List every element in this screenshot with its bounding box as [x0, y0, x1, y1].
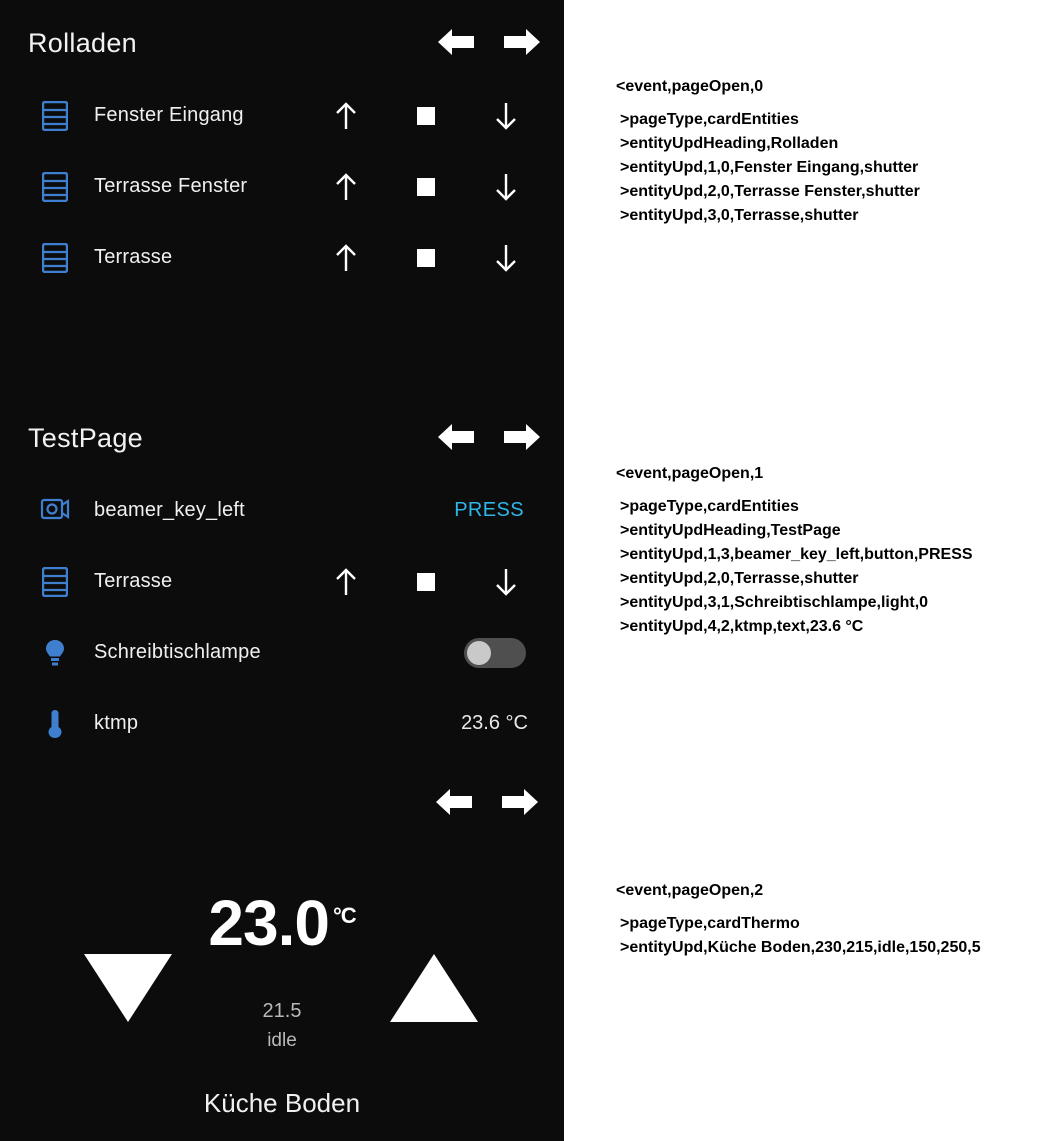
thermo-state: idle — [267, 1030, 297, 1051]
thermo-body-wrap — [0, 770, 564, 1141]
right-arrow-icon[interactable] — [502, 421, 542, 453]
thermometer-icon — [38, 707, 72, 741]
entity-value: 23.6 °C — [461, 712, 528, 734]
entity-label: Terrasse Fenster — [94, 175, 248, 197]
current-temperature: 21.5 — [262, 1000, 302, 1022]
log-block — [616, 882, 981, 960]
entity-label: Fenster Eingang — [94, 104, 244, 126]
down-arrow-icon[interactable] — [486, 96, 526, 136]
up-arrow-icon[interactable] — [326, 167, 366, 207]
card-thermo — [0, 770, 564, 1141]
down-arrow-icon[interactable] — [486, 562, 526, 602]
entity-row[interactable] — [0, 546, 564, 617]
stop-square-icon[interactable] — [406, 238, 446, 278]
log-block — [616, 465, 973, 639]
card-entities-rolladen — [0, 0, 564, 395]
log-lines — [620, 912, 981, 960]
log-block — [616, 78, 920, 228]
log-line: >entityUpdHeading,Rolladen — [620, 135, 839, 152]
page-navigation — [434, 786, 540, 818]
entity-row[interactable] — [0, 222, 564, 293]
log-line: >entityUpd,3,1,Schreibtischlampe,light,0 — [620, 594, 929, 611]
entity-rows — [0, 475, 564, 759]
shutter-controls — [326, 96, 526, 136]
log-line: >pageType,cardEntities — [620, 498, 799, 515]
up-arrow-icon[interactable] — [326, 562, 366, 602]
press-button[interactable]: PRESS — [454, 499, 524, 521]
card-header — [0, 770, 564, 832]
entity-row[interactable] — [0, 80, 564, 151]
left-arrow-icon[interactable] — [436, 26, 476, 58]
down-arrow-icon[interactable] — [486, 167, 526, 207]
entity-label: beamer_key_left — [94, 499, 245, 521]
left-arrow-icon[interactable] — [434, 786, 474, 818]
log-lines — [620, 108, 920, 228]
target-temperature — [0, 886, 564, 960]
right-arrow-icon[interactable] — [500, 786, 540, 818]
log-line: >entityUpd,2,0,Terrasse,shutter — [620, 570, 859, 587]
bulb-icon — [38, 636, 72, 670]
log-line: >entityUpd,1,0,Fenster Eingang,shutter — [620, 159, 919, 176]
log-event: <event,pageOpen,1 — [616, 465, 764, 482]
log-line: >entityUpd,4,2,ktmp,text,23.6 °C — [620, 618, 864, 635]
shutter-icon — [38, 241, 72, 275]
projector-icon — [38, 494, 72, 528]
log-lines — [620, 495, 973, 639]
log-line: >pageType,cardThermo — [620, 915, 800, 932]
shutter-icon — [38, 565, 72, 599]
target-temperature-value: 23.0 — [208, 887, 329, 959]
card-header — [0, 0, 564, 80]
light-toggle[interactable] — [464, 638, 526, 668]
entity-row[interactable] — [0, 617, 564, 688]
page-title: Rolladen — [28, 28, 137, 58]
log-line: >entityUpd,1,3,beamer_key_left,button,PRESS — [620, 546, 973, 563]
temperature-unit: °C — [332, 902, 356, 928]
shutter-icon — [38, 99, 72, 133]
shutter-controls — [326, 167, 526, 207]
log-line: >pageType,cardEntities — [620, 111, 799, 128]
shutter-controls — [326, 562, 526, 602]
up-arrow-icon[interactable] — [326, 96, 366, 136]
card-header — [0, 395, 564, 475]
toggle-knob — [467, 641, 491, 665]
log-line: >entityUpdHeading,TestPage — [620, 522, 841, 539]
entity-label: ktmp — [94, 712, 139, 734]
thermo-name: Küche Boden — [203, 1088, 361, 1118]
stop-square-icon[interactable] — [406, 562, 446, 602]
card-entities-testpage — [0, 395, 564, 770]
log-line: >entityUpd,Küche Boden,230,215,idle,150,250,5 — [620, 939, 981, 956]
entity-label: Terrasse — [94, 570, 173, 592]
log-line: >entityUpd,2,0,Terrasse Fenster,shutter — [620, 183, 920, 200]
entity-label: Terrasse — [94, 246, 173, 268]
entity-label: Schreibtischlampe — [94, 641, 261, 663]
down-arrow-icon[interactable] — [486, 238, 526, 278]
entity-row[interactable] — [0, 151, 564, 222]
log-event: <event,pageOpen,0 — [616, 78, 764, 95]
entity-rows — [0, 80, 564, 293]
stop-square-icon[interactable] — [406, 96, 446, 136]
up-arrow-icon[interactable] — [326, 238, 366, 278]
entity-row — [0, 688, 564, 759]
log-panel — [564, 0, 1045, 1141]
log-event: <event,pageOpen,2 — [616, 882, 764, 899]
stop-square-icon[interactable] — [406, 167, 446, 207]
right-arrow-icon[interactable] — [502, 26, 542, 58]
left-arrow-icon[interactable] — [436, 421, 476, 453]
shutter-icon — [38, 170, 72, 204]
log-line: >entityUpd,3,0,Terrasse,shutter — [620, 207, 859, 224]
page-navigation — [436, 26, 542, 58]
entity-row[interactable] — [0, 475, 564, 546]
page-navigation — [436, 421, 542, 453]
thermo-controls — [0, 832, 564, 1062]
page-title: TestPage — [28, 423, 143, 453]
shutter-controls — [326, 238, 526, 278]
